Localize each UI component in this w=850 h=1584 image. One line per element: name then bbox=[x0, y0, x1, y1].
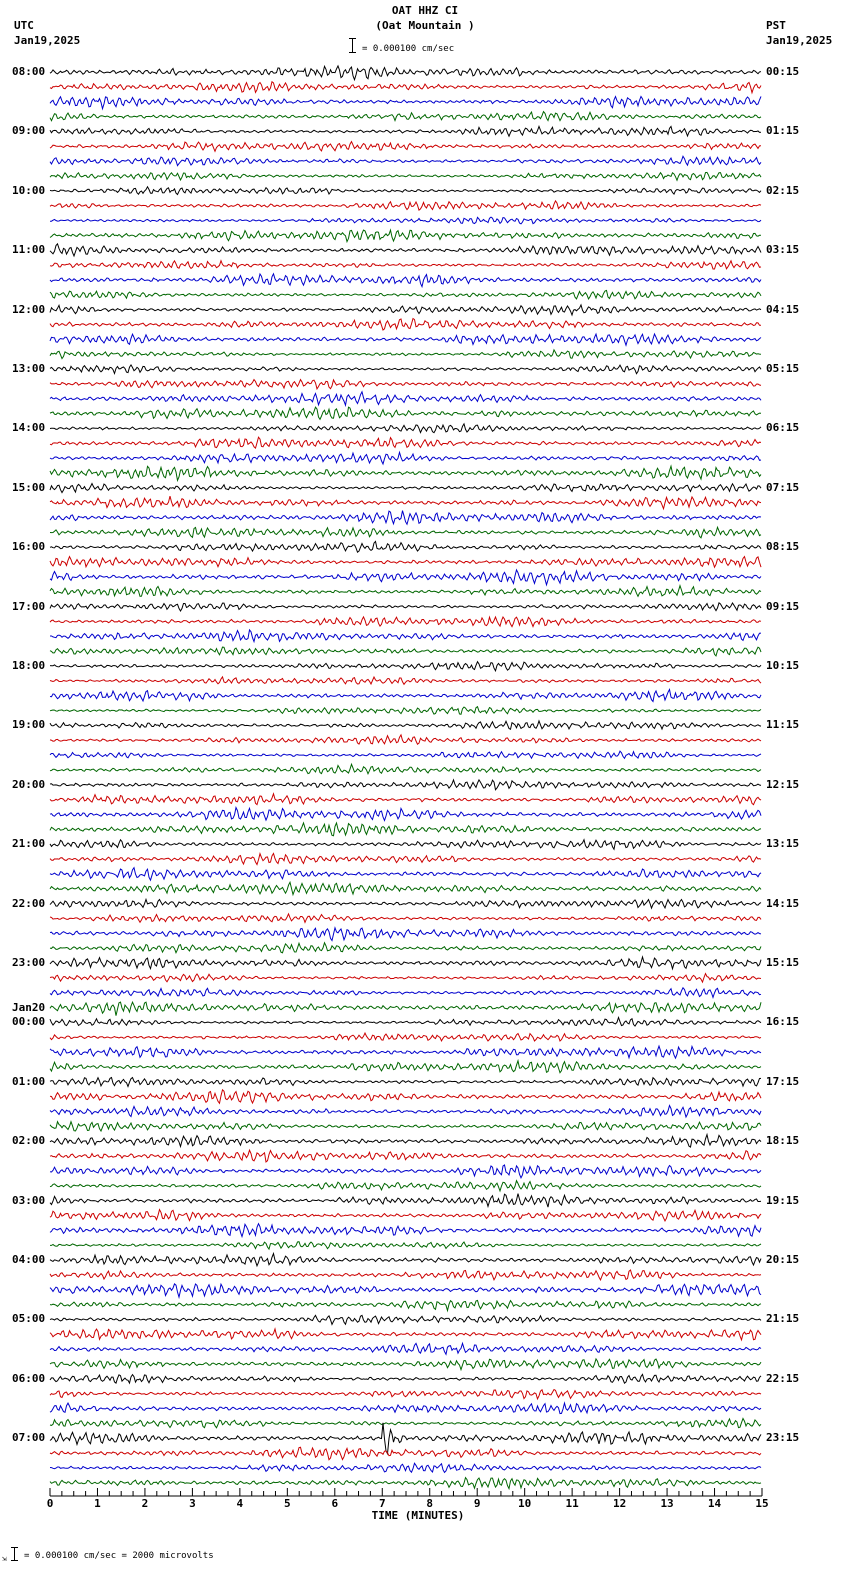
trace-h11-t2 bbox=[50, 751, 761, 758]
trace-h11-t3 bbox=[50, 764, 761, 774]
footer-arrow-icon: ⇲ bbox=[2, 1554, 7, 1563]
scale-bar-icon bbox=[352, 38, 353, 53]
utc-hour-label: 21:00 bbox=[12, 837, 46, 851]
trace-h1-t0 bbox=[50, 126, 761, 136]
trace-h6-t2 bbox=[50, 452, 761, 464]
trace-h2-t2 bbox=[50, 217, 761, 224]
trace-h9-t0 bbox=[50, 603, 761, 611]
trace-h23-t2 bbox=[50, 1463, 761, 1472]
trace-h11-t0 bbox=[50, 721, 761, 729]
x-tick-label: 1 bbox=[94, 1497, 101, 1510]
trace-h5-t3 bbox=[50, 407, 761, 419]
pst-hour-label: 11:15 bbox=[766, 718, 800, 732]
trace-h8-t1 bbox=[50, 557, 761, 568]
x-axis-title: TIME (MINUTES) bbox=[371, 1509, 465, 1522]
pst-hour-label: 16:15 bbox=[766, 1015, 800, 1029]
trace-h5-t0 bbox=[50, 365, 761, 374]
trace-h4-t2 bbox=[50, 334, 761, 345]
utc-hour-label: 22:00 bbox=[12, 896, 46, 910]
utc-hour-label: 11:00 bbox=[12, 243, 46, 257]
station-location: (Oat Mountain ) bbox=[375, 19, 475, 32]
trace-h21-t2 bbox=[50, 1343, 761, 1354]
utc-hour-label: 16:00 bbox=[12, 540, 46, 554]
trace-h18-t2 bbox=[50, 1165, 761, 1178]
pst-hour-label: 15:15 bbox=[766, 956, 800, 969]
x-tick-label: 10 bbox=[518, 1497, 532, 1510]
trace-h18-t0 bbox=[50, 1135, 761, 1148]
utc-hour-label: 19:00 bbox=[12, 718, 46, 732]
trace-h7-t3 bbox=[50, 527, 761, 538]
trace-h1-t2 bbox=[50, 156, 761, 165]
trace-h2-t0 bbox=[50, 187, 761, 195]
utc-hour-label: 02:00 bbox=[12, 1134, 46, 1148]
trace-h18-t3 bbox=[50, 1181, 761, 1191]
pst-hour-label: 20:15 bbox=[766, 1253, 800, 1266]
utc-hour-label: 05:00 bbox=[12, 1312, 46, 1326]
pst-hour-label: 09:15 bbox=[766, 599, 800, 613]
trace-h7-t1 bbox=[50, 496, 761, 509]
trace-h14-t3 bbox=[50, 943, 761, 953]
trace-h13-t2 bbox=[50, 868, 761, 881]
trace-h7-t0 bbox=[50, 484, 761, 493]
trace-h9-t3 bbox=[50, 647, 761, 656]
trace-h23-t3 bbox=[50, 1478, 761, 1489]
trace-h8-t2 bbox=[50, 570, 761, 585]
trace-h14-t2 bbox=[50, 928, 761, 941]
trace-h23-t1 bbox=[50, 1447, 761, 1459]
trace-h12-t0 bbox=[50, 780, 761, 790]
trace-h0-t2 bbox=[50, 96, 761, 108]
scale-bar-cap-top bbox=[349, 38, 356, 39]
trace-h1-t1 bbox=[50, 142, 761, 152]
trace-h10-t0 bbox=[50, 662, 761, 671]
pst-hour-label: 04:15 bbox=[766, 302, 800, 316]
trace-h20-t1 bbox=[50, 1270, 761, 1280]
trace-h4-t0 bbox=[50, 305, 761, 315]
utc-hour-label: 00:00 bbox=[12, 1015, 46, 1029]
trace-h9-t1 bbox=[50, 617, 761, 627]
trace-h1-t3 bbox=[50, 172, 761, 180]
right-timezone: PST bbox=[766, 19, 786, 32]
utc-hour-label: 09:00 bbox=[12, 124, 46, 138]
trace-h19-t3 bbox=[50, 1242, 761, 1249]
pst-hour-label: 13:15 bbox=[766, 837, 800, 851]
x-tick-label: 11 bbox=[565, 1497, 579, 1510]
utc-hour-label: 10:00 bbox=[12, 183, 46, 197]
trace-h13-t3 bbox=[50, 882, 761, 894]
trace-h14-t0 bbox=[50, 899, 761, 908]
trace-h12-t1 bbox=[50, 794, 761, 805]
utc-hour-label: 17:00 bbox=[12, 599, 46, 613]
trace-h17-t3 bbox=[50, 1122, 761, 1131]
trace-h15-t1 bbox=[50, 974, 761, 983]
trace-h16-t1 bbox=[50, 1033, 761, 1041]
pst-hour-label: 08:15 bbox=[766, 540, 800, 554]
trace-h10-t2 bbox=[50, 690, 761, 702]
trace-h21-t1 bbox=[50, 1329, 761, 1340]
trace-h8-t0 bbox=[50, 541, 761, 552]
pst-hour-label: 02:15 bbox=[766, 183, 800, 197]
pst-hour-label: 19:15 bbox=[766, 1193, 800, 1207]
trace-h20-t0 bbox=[50, 1254, 761, 1266]
trace-h18-t1 bbox=[50, 1150, 761, 1162]
utc-hour-label: 08:00 bbox=[12, 65, 46, 78]
trace-h5-t2 bbox=[50, 392, 761, 405]
time-axis bbox=[50, 1488, 762, 1496]
trace-h16-t3 bbox=[50, 1061, 761, 1073]
pst-hour-label: 06:15 bbox=[766, 421, 800, 435]
trace-h17-t0 bbox=[50, 1078, 761, 1087]
pst-hour-label: 23:15 bbox=[766, 1431, 800, 1445]
footer-scale-cap-bottom bbox=[11, 1560, 18, 1561]
trace-h11-t1 bbox=[50, 735, 761, 744]
trace-h8-t3 bbox=[50, 586, 761, 597]
x-tick-label: 7 bbox=[378, 1497, 386, 1510]
trace-h12-t2 bbox=[50, 808, 761, 821]
trace-h3-t1 bbox=[50, 261, 761, 269]
trace-h13-t1 bbox=[50, 854, 761, 865]
utc-hour-label: 13:00 bbox=[12, 362, 46, 375]
utc-hour-label: 07:00 bbox=[12, 1431, 46, 1445]
trace-h15-t3 bbox=[50, 1002, 761, 1016]
utc-hour-label: 15:00 bbox=[12, 480, 46, 494]
trace-h22-t2 bbox=[50, 1403, 761, 1414]
trace-h2-t1 bbox=[50, 201, 761, 210]
pst-hour-label: 03:15 bbox=[766, 243, 800, 257]
trace-h17-t1 bbox=[50, 1090, 761, 1104]
trace-h20-t3 bbox=[50, 1300, 761, 1310]
left-timezone: UTC bbox=[14, 19, 34, 32]
trace-h13-t0 bbox=[50, 840, 761, 850]
trace-h22-t3 bbox=[50, 1419, 761, 1428]
x-tick-label: 12 bbox=[612, 1497, 627, 1510]
x-tick-label: 9 bbox=[473, 1497, 481, 1510]
x-tick-label: 6 bbox=[331, 1497, 339, 1510]
trace-h16-t0 bbox=[50, 1018, 761, 1027]
x-tick-label: 4 bbox=[236, 1497, 244, 1510]
trace-h19-t1 bbox=[50, 1210, 761, 1221]
left-date: Jan19,2025 bbox=[14, 34, 81, 47]
utc-hour-label: 01:00 bbox=[12, 1074, 46, 1088]
trace-h19-t0 bbox=[50, 1194, 761, 1208]
trace-h19-t2 bbox=[50, 1224, 761, 1237]
trace-h17-t2 bbox=[50, 1106, 761, 1118]
trace-h21-t0 bbox=[50, 1315, 761, 1324]
trace-h15-t0 bbox=[50, 957, 761, 969]
pst-hour-label: 14:15 bbox=[766, 896, 800, 910]
trace-h6-t0 bbox=[50, 424, 761, 433]
utc-hour-label: 20:00 bbox=[12, 777, 46, 791]
x-tick-label: 14 bbox=[707, 1497, 722, 1510]
pst-hour-label: 21:15 bbox=[766, 1312, 800, 1326]
utc-hour-label: 12:00 bbox=[12, 302, 46, 316]
trace-h22-t0 bbox=[50, 1374, 761, 1383]
utc-hour-label: 04:00 bbox=[12, 1253, 46, 1266]
scale-label: = 0.000100 cm/sec bbox=[362, 44, 455, 54]
pst-hour-label: 12:15 bbox=[766, 777, 800, 791]
trace-h0-t0 bbox=[50, 66, 761, 80]
trace-h4-t1 bbox=[50, 319, 761, 331]
trace-h10-t1 bbox=[50, 677, 761, 684]
trace-h21-t3 bbox=[50, 1359, 761, 1370]
x-tick-label: 8 bbox=[426, 1497, 434, 1510]
pst-hour-label: 18:15 bbox=[766, 1134, 800, 1148]
x-tick-label: 0 bbox=[46, 1497, 54, 1510]
trace-h5-t1 bbox=[50, 380, 761, 389]
trace-h4-t3 bbox=[50, 350, 761, 359]
x-tick-label: 15 bbox=[755, 1497, 769, 1510]
utc-hour-label: 18:00 bbox=[12, 659, 46, 672]
trace-h20-t2 bbox=[50, 1284, 761, 1297]
x-tick-label: 2 bbox=[141, 1497, 149, 1510]
trace-h12-t3 bbox=[50, 823, 761, 836]
day-change-label: Jan20 bbox=[12, 1001, 46, 1015]
trace-h3-t2 bbox=[50, 274, 761, 287]
utc-hour-label: 14:00 bbox=[12, 421, 46, 435]
trace-h16-t2 bbox=[50, 1046, 761, 1058]
right-date: Jan19,2025 bbox=[766, 34, 833, 47]
trace-h3-t3 bbox=[50, 290, 761, 299]
footer-scale-bar bbox=[14, 1547, 15, 1561]
footer-scale-icon bbox=[2, 1547, 14, 1561]
pst-hour-label: 01:15 bbox=[766, 124, 800, 138]
pst-hour-label: 05:15 bbox=[766, 362, 800, 375]
scale-bar-cap-bottom bbox=[349, 52, 356, 53]
pst-hour-label: 22:15 bbox=[766, 1371, 800, 1385]
trace-h0-t3 bbox=[50, 112, 761, 121]
station-title: OAT HHZ CI bbox=[391, 4, 459, 17]
trace-h2-t3 bbox=[50, 230, 761, 242]
pst-hour-label: 07:15 bbox=[766, 480, 800, 494]
x-tick-label: 3 bbox=[189, 1497, 196, 1510]
footer-scale-label: = 0.000100 cm/sec = 2000 microvolts bbox=[24, 1551, 214, 1561]
trace-h0-t1 bbox=[50, 82, 761, 93]
trace-h6-t1 bbox=[50, 437, 761, 448]
trace-h9-t2 bbox=[50, 630, 761, 642]
trace-h10-t3 bbox=[50, 707, 761, 715]
utc-hour-label: 03:00 bbox=[12, 1193, 46, 1207]
x-tick-label: 5 bbox=[284, 1497, 291, 1510]
utc-hour-label: 06:00 bbox=[12, 1371, 46, 1385]
footer-scale-cap-top bbox=[11, 1547, 18, 1548]
pst-hour-label: 00:15 bbox=[766, 65, 800, 78]
x-tick-label: 13 bbox=[660, 1497, 674, 1510]
trace-h22-t1 bbox=[50, 1390, 761, 1399]
utc-hour-label: 23:00 bbox=[12, 956, 46, 969]
trace-h3-t0 bbox=[50, 244, 761, 256]
trace-h15-t2 bbox=[50, 988, 761, 998]
pst-hour-label: 17:15 bbox=[766, 1074, 800, 1088]
trace-h6-t3 bbox=[50, 466, 761, 480]
trace-h7-t2 bbox=[50, 511, 761, 525]
seismic-traces bbox=[50, 66, 761, 1489]
pst-hour-label: 10:15 bbox=[766, 659, 800, 672]
trace-h14-t1 bbox=[50, 914, 761, 923]
